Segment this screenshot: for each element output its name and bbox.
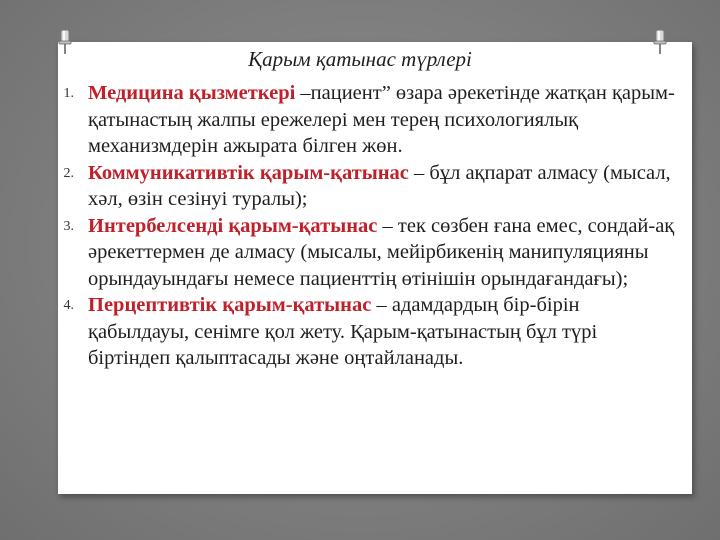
list-item-term: Интербелсенді қарым-қатынас bbox=[88, 214, 378, 237]
list-item-term: Перцептивтік қарым-қатынас bbox=[88, 294, 372, 316]
list-item-term: Коммуникативтік қарым-қатынас bbox=[88, 161, 409, 184]
list-item-text: – бұл ақпарат алмасу (мысал, хәл, өзін сезінуі туралы); bbox=[88, 161, 671, 210]
slide-title: Қарым қатынас түрлері bbox=[248, 47, 472, 71]
list-item-number: 2. bbox=[63, 165, 74, 181]
list-item bbox=[63, 160, 678, 213]
list-item-number: 3. bbox=[63, 218, 74, 234]
list-item-number: 1. bbox=[63, 86, 74, 101]
list-item bbox=[63, 213, 678, 293]
list-item-term: Медицина қызметкері bbox=[88, 82, 296, 104]
list-item-text: – адамдардың бір-бірін қабылдауы, сенімге қол жету. Қарым-қатынастың бұл түрі біртіндеп қалыптасады және оңтайланады. bbox=[88, 294, 598, 369]
list-item bbox=[63, 80, 678, 160]
slide-list bbox=[63, 80, 678, 372]
list-item-text: –пациент” өзара әрекетінде жатқан қарым-қатынастың жалпы ережелері мен терең психологиялық механизмдерін ажырата білген жөн. bbox=[88, 82, 675, 157]
list-item bbox=[63, 292, 678, 372]
list-item-number: 4. bbox=[63, 298, 74, 313]
list-item-text: – тек сөзбен ғана емес, сондай-ақ әрекеттермен де алмасу (мысалы, мейірбикенің манипуляцияны орындауындағы немесе пациенттің өтінішін орындағандағы); bbox=[88, 214, 675, 290]
